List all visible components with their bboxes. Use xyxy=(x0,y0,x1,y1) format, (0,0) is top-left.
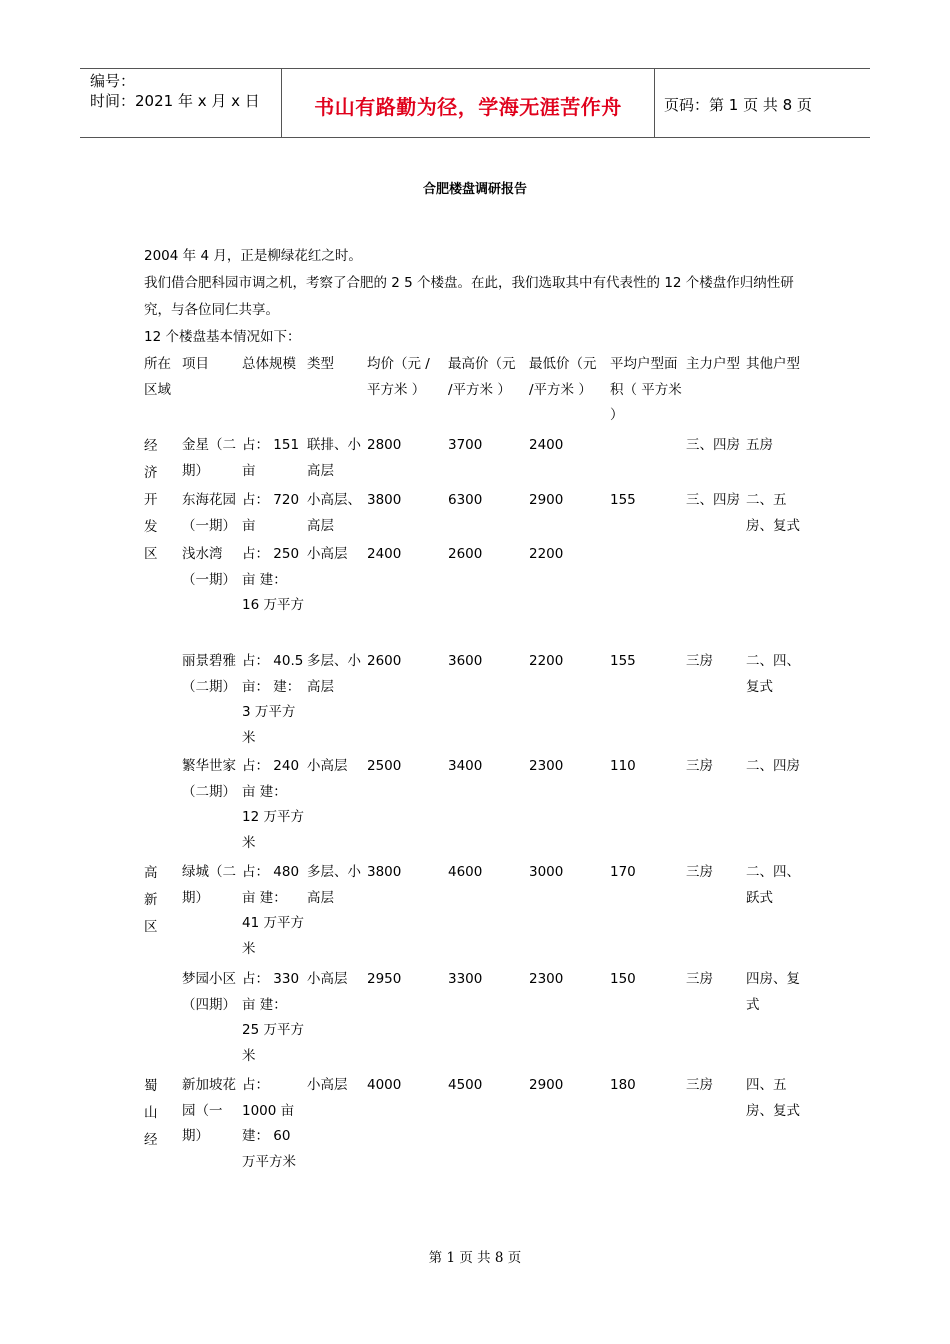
cell-main: 三房 xyxy=(686,971,713,987)
cell-project: 繁华世家（二期） xyxy=(182,758,236,800)
cell-area: 180 xyxy=(610,1077,636,1093)
cell-main: 三房 xyxy=(686,1077,713,1093)
cell-area: 155 xyxy=(610,653,636,669)
cell-max: 2600 xyxy=(448,546,483,562)
cell-max: 4600 xyxy=(448,864,483,880)
cell-project: 绿城（二期） xyxy=(182,864,236,906)
cell-avg: 2800 xyxy=(367,437,402,453)
cell-other: 五房 xyxy=(746,437,773,453)
cell-other: 二、四房 xyxy=(746,758,800,774)
cell-area: 110 xyxy=(610,758,636,774)
document-title: 合肥楼盘调研报告 xyxy=(422,182,527,197)
header-other-layout: 其他户型 xyxy=(746,356,800,372)
header-type: 类型 xyxy=(307,356,334,372)
cell-type: 小高层 xyxy=(307,971,348,987)
cell-avg: 4000 xyxy=(367,1077,402,1093)
cell-type: 小高层 xyxy=(307,758,348,774)
cell-max: 3400 xyxy=(448,758,483,774)
cell-other: 四、五房、复式 xyxy=(746,1077,800,1119)
page-header xyxy=(80,68,870,138)
cell-max: 3600 xyxy=(448,653,483,669)
cell-min: 2300 xyxy=(529,758,564,774)
header-min-price: 最低价（元 /平方米 ） xyxy=(529,356,597,398)
cell-other: 二、四、跃式 xyxy=(746,864,800,906)
cell-type: 小高层、高层 xyxy=(307,492,361,534)
header-avg-price: 均价（元 /平方米 ） xyxy=(367,356,430,398)
header-main-layout: 主力户型 xyxy=(686,356,740,372)
cell-max: 3300 xyxy=(448,971,483,987)
zone-label: 经济开发区 xyxy=(144,438,158,562)
cell-type: 多层、小高层 xyxy=(307,653,361,695)
cell-avg: 2600 xyxy=(367,653,402,669)
header-max-price: 最高价（元 /平方米 ） xyxy=(448,356,516,398)
cell-scale: 占： 480亩 建： 41 万平方米 xyxy=(242,864,304,957)
cell-scale: 占： 250亩 建： 16 万平方 xyxy=(242,546,304,613)
header-meta xyxy=(90,71,260,111)
cell-project: 梦园小区（四期） xyxy=(182,971,236,1013)
cell-project: 丽景碧雅（二期） xyxy=(182,653,236,695)
cell-min: 2200 xyxy=(529,546,564,562)
cell-avg: 3800 xyxy=(367,864,402,880)
cell-project: 新加坡花园（一期） xyxy=(182,1077,236,1144)
header-avg-area: 平均户型面积（ 平方米 ） xyxy=(610,356,682,423)
cell-avg: 3800 xyxy=(367,492,402,508)
cell-main: 三房 xyxy=(686,864,713,880)
cell-min: 2300 xyxy=(529,971,564,987)
cell-project: 金星（二期） xyxy=(182,437,236,479)
header-divider xyxy=(654,69,655,137)
cell-scale: 占： 720亩 xyxy=(242,492,300,534)
cell-scale: 占： 1000 亩 建： 60 万平方米 xyxy=(242,1077,296,1170)
cell-project: 浅水湾（一期） xyxy=(182,546,236,588)
cell-other: 四房、复式 xyxy=(746,971,800,1013)
cell-max: 6300 xyxy=(448,492,483,508)
cell-min: 2200 xyxy=(529,653,564,669)
header-scale: 总体规模 xyxy=(242,356,296,372)
cell-project: 东海花园（一期） xyxy=(182,492,236,534)
cell-avg: 2950 xyxy=(367,971,402,987)
page-footer: 第 1 页 共 8 页 xyxy=(428,1250,522,1266)
cell-area: 155 xyxy=(610,492,636,508)
cell-max: 3700 xyxy=(448,437,483,453)
cell-other: 二、四、复式 xyxy=(746,653,800,695)
zone-label: 蜀山经 xyxy=(144,1078,158,1148)
cell-other: 二、五房、复式 xyxy=(746,492,800,534)
cell-max: 4500 xyxy=(448,1077,483,1093)
header-page-info: 页码：第 1 页 共 8 页 xyxy=(664,96,812,114)
cell-min: 2400 xyxy=(529,437,564,453)
cell-min: 2900 xyxy=(529,492,564,508)
cell-main: 三、四房 xyxy=(686,492,740,508)
time-label: 时间：2021 年 x 月 x 日 xyxy=(90,92,260,110)
cell-scale: 占： 40.5 亩： 建：3 万平方米 xyxy=(242,653,304,746)
cell-main: 三房 xyxy=(686,758,713,774)
header-motto: 书山有路勤为径，学海无涯苦作舟 xyxy=(314,95,622,119)
cell-type: 联排、小高层 xyxy=(307,437,361,479)
cell-min: 2900 xyxy=(529,1077,564,1093)
header-project: 项目 xyxy=(182,356,209,372)
cell-type: 多层、小高层 xyxy=(307,864,361,906)
paragraph-body: 我们借合肥科园市调之机，考察了合肥的 2 5 个楼盘。在此，我们选取其中有代表性的 12 个楼盘作归纳性研究，与各位同仁共享。 xyxy=(144,275,794,318)
cell-avg: 2500 xyxy=(367,758,402,774)
number-label: 编号： xyxy=(90,72,136,90)
cell-avg: 2400 xyxy=(367,546,402,562)
cell-main: 三、四房 xyxy=(686,437,740,453)
cell-scale: 占： 330亩 建： 25 万平方米 xyxy=(242,971,304,1064)
cell-type: 小高层 xyxy=(307,1077,348,1093)
cell-type: 小高层 xyxy=(307,546,348,562)
cell-main: 三房 xyxy=(686,653,713,669)
paragraph-table-intro: 12 个楼盘基本情况如下： xyxy=(144,329,301,345)
cell-area: 170 xyxy=(610,864,636,880)
cell-scale: 占： 151亩 xyxy=(242,437,300,479)
header-zone: 所在区域 xyxy=(144,356,171,398)
cell-min: 3000 xyxy=(529,864,564,880)
cell-area: 150 xyxy=(610,971,636,987)
zone-label: 高新区 xyxy=(144,865,158,935)
cell-scale: 占： 240亩 建： 12 万平方米 xyxy=(242,758,304,851)
paragraph-intro: 2004 年 4 月，正是柳绿花红之时。 xyxy=(144,248,362,264)
